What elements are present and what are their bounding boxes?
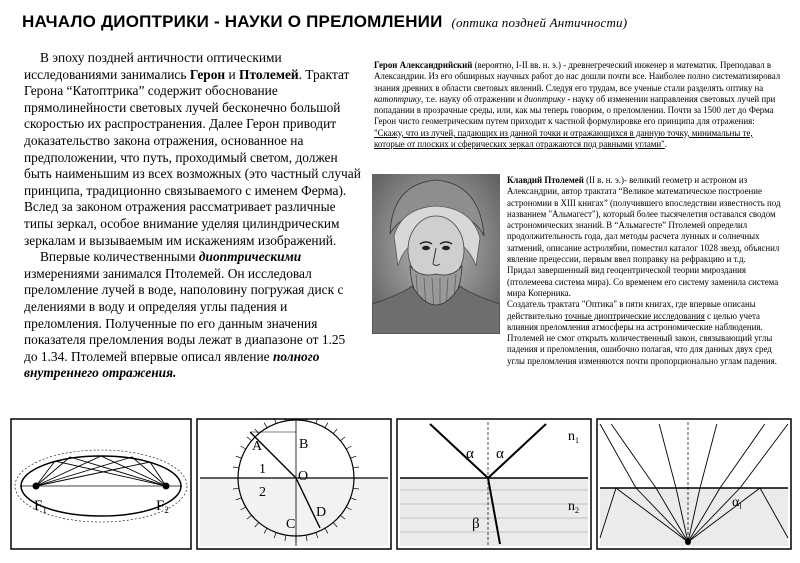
tir-alpha-label: $\alpha_l$ — [732, 495, 742, 511]
ptolemy-disk-figure — [196, 418, 392, 550]
focus-f2-label: $F_2$ — [156, 498, 169, 515]
focus-f1-label: $F_1$ — [34, 498, 47, 515]
ptolemy-portrait — [372, 174, 500, 334]
title-text: НАЧАЛО ДИОПТРИКИ - НАУКИ О ПРЕЛОМЛЕНИИ — [22, 12, 443, 31]
disk-label-1: 1 — [259, 462, 266, 477]
disk-label-2: 2 — [259, 485, 266, 500]
disk-label-b: B — [299, 437, 309, 452]
refraction-alpha-left: α — [466, 446, 474, 462]
n1-label: $n_1$ — [568, 429, 579, 445]
ptolemy-bio: Клавдий Птолемей (II в. н. э.)- великий геометр и астроном из Александрии, автор трактата “Великое математическое построение астрономии в XIII книгах” (получившего впоследствии известность под названием "Альмагест"), который более тысячелетия оставался сводом астрономических знаний. В “Альмагесте” Птолемей определил продолжительность года, дал методы расчета лунных и солнечных затмений, описание астролябии, поместил каталог 1028 звезд, объяснил явление прецессии, первым ввел поправку на рефракцию и т.д. Придал завершенный вид геоцентрической теории мироздания (птолемеева система мира). Со временем его систему заменила система мира Коперника. Создатель трактата "Оптика" в пяти книгах, где впервые описаны действительно точные диоптрические исследования с целью учета влияния преломления атмосферы на астрономические наблюдения. Птолемей не смог открыть количественный закон, связывающий углы падения и преломления, ошибочно полагая, что для данных двух сред углы преломления изменяются почти пропорционально углам падения. — [507, 175, 781, 366]
main-paragraph-2: Впервые количественными диоптрическими измерениями занимался Птолемей. Он исследовал преломление лучей в воде, наполовину погружая диск с делениями в воду и определяя углы падения и преломления. Полученные по его данным значения показателя преломления воды лежат в диапазоне от 1.25 до 1.34. Птолемей впервые описал явление полного внутреннего отражения. — [24, 249, 346, 381]
refraction-figure — [396, 418, 592, 550]
main-paragraph-1: В эпоху поздней античности оптическими исследованиями занимались Герон и Птолемей. Трактат Герона “Катоптрика” содержит обоснование прямолинейности световых лучей бесконечно большой скоростью их распространения. Далее Герон приводит доказательство закона отражения, основанное на предположении, что путь, проходимый светом, должен быть наименьшим из всех возможных (это частный случай принципа, традиционно связываемого с именем Ферма). Вслед за законом отражения рассматривает различные типы зеркал, особое внимание уделяя цилиндрическим зеркалам и вызываемым им искажениям изображений. — [24, 50, 361, 248]
heron-quote: "Скажу, что из лучей, падающих из данной точки и отражающихся в данную точку, минимальны те, которые от плоских и сферических зеркал отражаются под равными углами" — [374, 127, 753, 150]
heron-name: Герон Александрийский — [374, 60, 473, 70]
ellipse-mirror-figure — [10, 418, 192, 550]
title-subtitle: (оптика поздней Античности) — [451, 15, 628, 30]
refraction-beta: β — [472, 516, 480, 532]
n2-label: $n_2$ — [568, 499, 579, 515]
ptolemy-name: Клавдий Птолемей — [507, 175, 584, 185]
heron-bio: Герон Александрийский (вероятно, I-II вв. н. э.) - древнегреческий инженер и математик. Преподавал в Александрии. Из его обширных научных работ до нас дошли почти все. Наиболее полно систематизировал знания древних в области световых явлений. Следуя его трудам, все ученые стали разделять оптику на катоптрику, т.е. науку об отражении и диоптрику - науку об изменении направления световых лучей при попадании в прозрачные среды, или, как мы теперь говорим, о преломлении. Почти за 1500 лет до Ферма Герон чисто геометрическим путем приходит к частной формулировке его принципа для отражения: "Скажу, что из лучей, падающих из данной точки и отражающихся в данную точку, минимальны те, которые от плоских и сферических зеркал отражаются под равными углами". — [374, 60, 781, 150]
tir-figure — [596, 418, 792, 550]
main-text — [24, 50, 362, 382]
disk-label-c: C — [286, 517, 296, 532]
disk-label-d: D — [316, 505, 327, 520]
refraction-alpha-right: α — [496, 446, 504, 462]
disk-label-o: O — [298, 469, 309, 484]
disk-label-a: A — [252, 439, 263, 454]
page-title — [22, 12, 627, 32]
